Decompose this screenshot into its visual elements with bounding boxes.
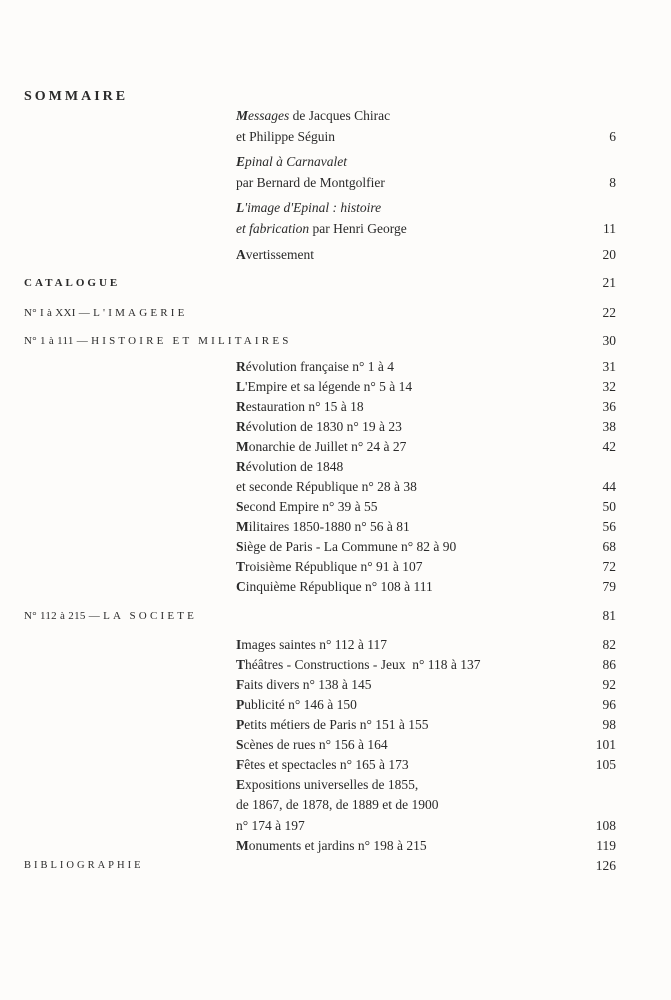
item-initial: R xyxy=(236,419,246,434)
imagerie-title: L'IMAGERIE xyxy=(93,307,188,319)
item-text: xpositions universelles de 1855, xyxy=(245,777,419,792)
item-page: 42 xyxy=(602,439,616,454)
societe-sep: — xyxy=(85,610,104,622)
item-text: 'Empire et sa légende n° 5 à 14 xyxy=(245,379,413,394)
item-page: 50 xyxy=(602,499,616,514)
item-page: 96 xyxy=(602,697,616,712)
item-page: 31 xyxy=(602,359,616,374)
item-initial: S xyxy=(236,737,244,752)
item-initial: M xyxy=(236,439,249,454)
item-initial: M xyxy=(236,838,249,853)
list-item xyxy=(236,519,410,535)
avertissement-initial: A xyxy=(236,247,246,262)
list-item xyxy=(236,737,388,753)
item-page: 92 xyxy=(602,677,616,692)
list-item xyxy=(236,579,433,595)
item-initial: L xyxy=(236,379,246,394)
item-text: cènes de rues n° 156 à 164 xyxy=(243,737,388,752)
histoire-num: N° 1 à 111 xyxy=(24,335,74,347)
sommaire-heading: SOMMAIRE xyxy=(24,89,129,104)
item-initial: P xyxy=(236,697,245,712)
list-item xyxy=(236,459,343,475)
messages-italic: essages xyxy=(248,108,290,123)
messages-entry-line1 xyxy=(236,108,390,124)
item-initial: F xyxy=(236,757,245,772)
messages-initial: M xyxy=(236,108,249,123)
list-item xyxy=(236,419,402,435)
item-page: 101 xyxy=(595,737,616,752)
epinal-entry-line1 xyxy=(236,154,347,170)
item-text: roisième République n° 91 à 107 xyxy=(245,559,423,574)
item-initial: C xyxy=(236,579,246,594)
item-text: etits métiers de Paris n° 151 à 155 xyxy=(244,717,429,732)
histoire-heading xyxy=(24,333,292,349)
societe-heading xyxy=(24,608,197,624)
item-initial: T xyxy=(236,657,246,672)
imagerie-heading xyxy=(24,305,188,321)
list-item xyxy=(236,657,481,673)
avertissement-page: 20 xyxy=(602,247,616,262)
messages-entry-line2: et Philippe Séguin xyxy=(236,129,335,144)
item-initial: E xyxy=(236,777,246,792)
item-page: 86 xyxy=(602,657,616,672)
item-page: 36 xyxy=(602,399,616,414)
item-initial: T xyxy=(236,559,246,574)
item-text: ublicité n° 146 à 150 xyxy=(244,697,357,712)
item-page: 82 xyxy=(602,637,616,652)
item-page: 32 xyxy=(602,379,616,394)
epinal-entry-line2: par Bernard de Montgolfier xyxy=(236,175,385,190)
item-text: mages saintes n° 112 à 117 xyxy=(241,637,388,652)
list-item xyxy=(236,439,406,455)
item-page: 79 xyxy=(602,579,616,594)
item-page: 108 xyxy=(595,818,616,833)
item-initial: S xyxy=(236,539,244,554)
item-text: héâtres - Constructions - Jeux n° 118 à 137 xyxy=(245,657,481,672)
item-text: évolution française n° 1 à 4 xyxy=(245,359,394,374)
item-page: 105 xyxy=(595,757,616,772)
list-item xyxy=(236,697,357,713)
item-page: 44 xyxy=(602,479,616,494)
list-item xyxy=(236,559,423,575)
image-entry-line2 xyxy=(236,221,407,237)
list-item xyxy=(236,717,429,733)
avertissement-rest: vertissement xyxy=(245,247,314,262)
item-initial: R xyxy=(236,359,246,374)
item-page: 38 xyxy=(602,419,616,434)
avertissement-entry xyxy=(236,247,314,263)
item-page: 119 xyxy=(596,838,616,853)
item-page: 98 xyxy=(602,717,616,732)
item-text: êtes et spectacles n° 165 à 173 xyxy=(244,757,409,772)
item-initial: P xyxy=(236,717,245,732)
societe-title: LA SOCIETE xyxy=(103,610,198,622)
image-line2-rest: par Henri George xyxy=(309,221,407,236)
item-text: inquième République n° 108 à 111 xyxy=(245,579,433,594)
list-item xyxy=(236,499,378,515)
list-item-line2: de 1867, de 1878, de 1889 et de 1900 xyxy=(236,797,439,812)
item-initial: I xyxy=(236,637,242,652)
item-initial: S xyxy=(236,499,244,514)
list-item xyxy=(236,359,394,375)
list-item xyxy=(236,637,387,653)
item-text: ilitaires 1850-1880 n° 56 à 81 xyxy=(248,519,410,534)
histoire-title: HISTOIRE ET MILITAIRES xyxy=(91,335,292,347)
item-initial: R xyxy=(236,399,246,414)
image-entry-line1 xyxy=(236,200,381,216)
histoire-page: 30 xyxy=(602,333,616,348)
catalogue-heading: CATALOGUE xyxy=(24,277,121,289)
item-text: onuments et jardins n° 198 à 215 xyxy=(248,838,427,853)
list-item xyxy=(236,838,427,854)
item-text: estauration n° 15 à 18 xyxy=(245,399,364,414)
list-item-line2: et seconde République n° 28 à 38 xyxy=(236,479,417,494)
imagerie-num: N° I à XXI xyxy=(24,307,76,319)
item-page: 68 xyxy=(602,539,616,554)
imagerie-page: 22 xyxy=(602,305,616,320)
epinal-italic: pinal à Carnavalet xyxy=(245,154,348,169)
item-initial: M xyxy=(236,519,249,534)
epinal-initial: E xyxy=(236,154,246,169)
epinal-page: 8 xyxy=(609,175,616,190)
bibliographie-heading: BIBLIOGRAPHIE xyxy=(24,860,144,871)
messages-page: 6 xyxy=(609,129,616,144)
item-initial: F xyxy=(236,677,245,692)
list-item xyxy=(236,777,418,793)
image-line2-italic: et fabrication xyxy=(236,221,310,236)
bibliographie-page: 126 xyxy=(595,858,616,873)
image-italic: 'image d'Epinal : histoire xyxy=(244,200,382,215)
item-text: aits divers n° 138 à 145 xyxy=(244,677,372,692)
catalogue-page: 21 xyxy=(602,275,616,290)
image-initial: L xyxy=(236,200,245,215)
list-item-line3: n° 174 à 197 xyxy=(236,818,305,833)
list-item xyxy=(236,399,364,415)
list-item xyxy=(236,539,456,555)
societe-page: 81 xyxy=(602,608,616,623)
item-text: évolution de 1848 xyxy=(245,459,344,474)
histoire-sep: — xyxy=(73,335,92,347)
messages-rest: de Jacques Chirac xyxy=(289,108,391,123)
list-item xyxy=(236,379,412,395)
item-page: 72 xyxy=(602,559,616,574)
list-item xyxy=(236,757,409,773)
list-item xyxy=(236,677,372,693)
image-page: 11 xyxy=(603,221,616,236)
societe-num: N° 112 à 215 xyxy=(24,610,86,622)
item-page: 56 xyxy=(602,519,616,534)
item-text: econd Empire n° 39 à 55 xyxy=(243,499,378,514)
item-text: iège de Paris - La Commune n° 82 à 90 xyxy=(243,539,457,554)
item-text: onarchie de Juillet n° 24 à 27 xyxy=(248,439,407,454)
item-initial: R xyxy=(236,459,246,474)
item-text: évolution de 1830 n° 19 à 23 xyxy=(245,419,402,434)
imagerie-sep: — xyxy=(75,307,94,319)
